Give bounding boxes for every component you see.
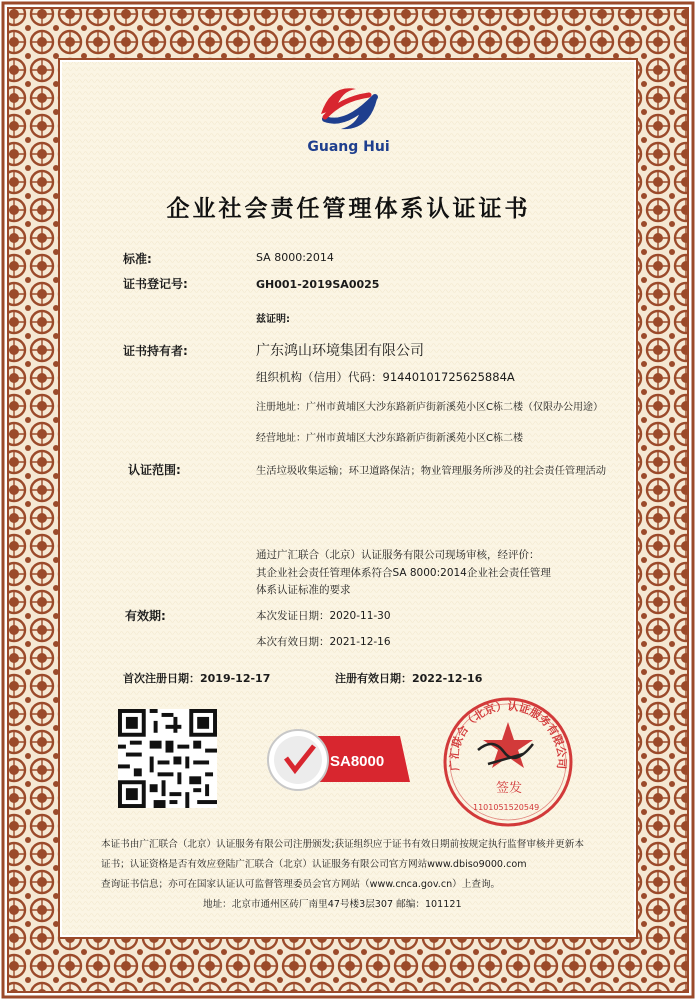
- footer-line-1: 本证书由广汇联合（北京）认证服务有限公司注册颁发;获证组织应于证书有效日期前按规定执行监督审核并更新本: [101, 839, 584, 850]
- seal-arc-text: 广汇联合（北京）认证服务有限公司: [447, 699, 569, 772]
- statement-line-3: 体系认证标准的要求: [256, 584, 351, 596]
- statement-line-1: 通过广汇联合（北京）认证服务有限公司现场审核，经评价：: [256, 549, 540, 561]
- statement-line-2: 其企业社会责任管理体系符合SA 8000:2014企业社会责任管理: [256, 567, 551, 579]
- qr-code-icon: [118, 709, 217, 808]
- footer-line-3: 查询证书信息；亦可在国家认证认可监督管理委员会官方网站（www.cnca.gov.cn）上查询。: [101, 879, 501, 890]
- standard-value: SA 8000:2014: [256, 251, 334, 264]
- guanghui-logo-icon: [311, 79, 387, 139]
- footer-line-2: 证书；认证资格是否有效应登陆广汇联合（北京）认证服务有限公司官方网站www.dbiso9000.com: [101, 859, 527, 870]
- brand-name: Guang Hui: [307, 139, 390, 155]
- certificate-body: [63, 64, 634, 932]
- org-code: 组织机构（信用）代码：91440101725625884A: [256, 370, 515, 384]
- company-seal-icon: [438, 692, 578, 832]
- scope-label: 认证范围:: [128, 463, 181, 477]
- reg-no-value: GH001-2019SA0025: [256, 278, 380, 291]
- scope-value: 生活垃圾收集运输；环卫道路保洁；物业管理服务所涉及的社会责任管理活动: [256, 465, 607, 477]
- standard-label: 标准:: [123, 252, 152, 266]
- registered-address: 注册地址：广州市黄埔区大沙东路新庐街新溪苑小区C栋二楼（仅限办公用途）: [256, 402, 603, 413]
- first-registration-date: 首次注册日期：2019-12-17: [123, 672, 271, 685]
- footer-address: 地址：北京市通州区砖厂南里47号楼3层307 邮编：101121: [203, 899, 462, 910]
- seal-sign-text: 签发: [496, 781, 523, 796]
- issue-date: 本次发证日期：2020-11-30: [256, 610, 391, 622]
- validity-label: 有效期:: [125, 609, 166, 623]
- registration-valid-date: 注册有效日期：2022-12-16: [335, 672, 483, 685]
- valid-date: 本次有效日期：2021-12-16: [256, 636, 391, 648]
- operating-address: 经营地址：广州市黄埔区大沙东路新庐街新溪苑小区C栋二楼: [256, 433, 523, 444]
- proof-label: 兹证明:: [256, 314, 290, 325]
- certificate-title: 企业社会责任管理体系认证证书: [166, 196, 531, 222]
- holder-label: 证书持有者:: [123, 344, 188, 358]
- seal-number: 1101051520549: [473, 803, 540, 812]
- sa8000-logo-text: SA8000: [330, 753, 385, 770]
- reg-no-label: 证书登记号:: [123, 277, 188, 291]
- sa8000-logo-icon: [260, 724, 410, 794]
- holder-name: 广东鸿山环境集团有限公司: [256, 343, 424, 359]
